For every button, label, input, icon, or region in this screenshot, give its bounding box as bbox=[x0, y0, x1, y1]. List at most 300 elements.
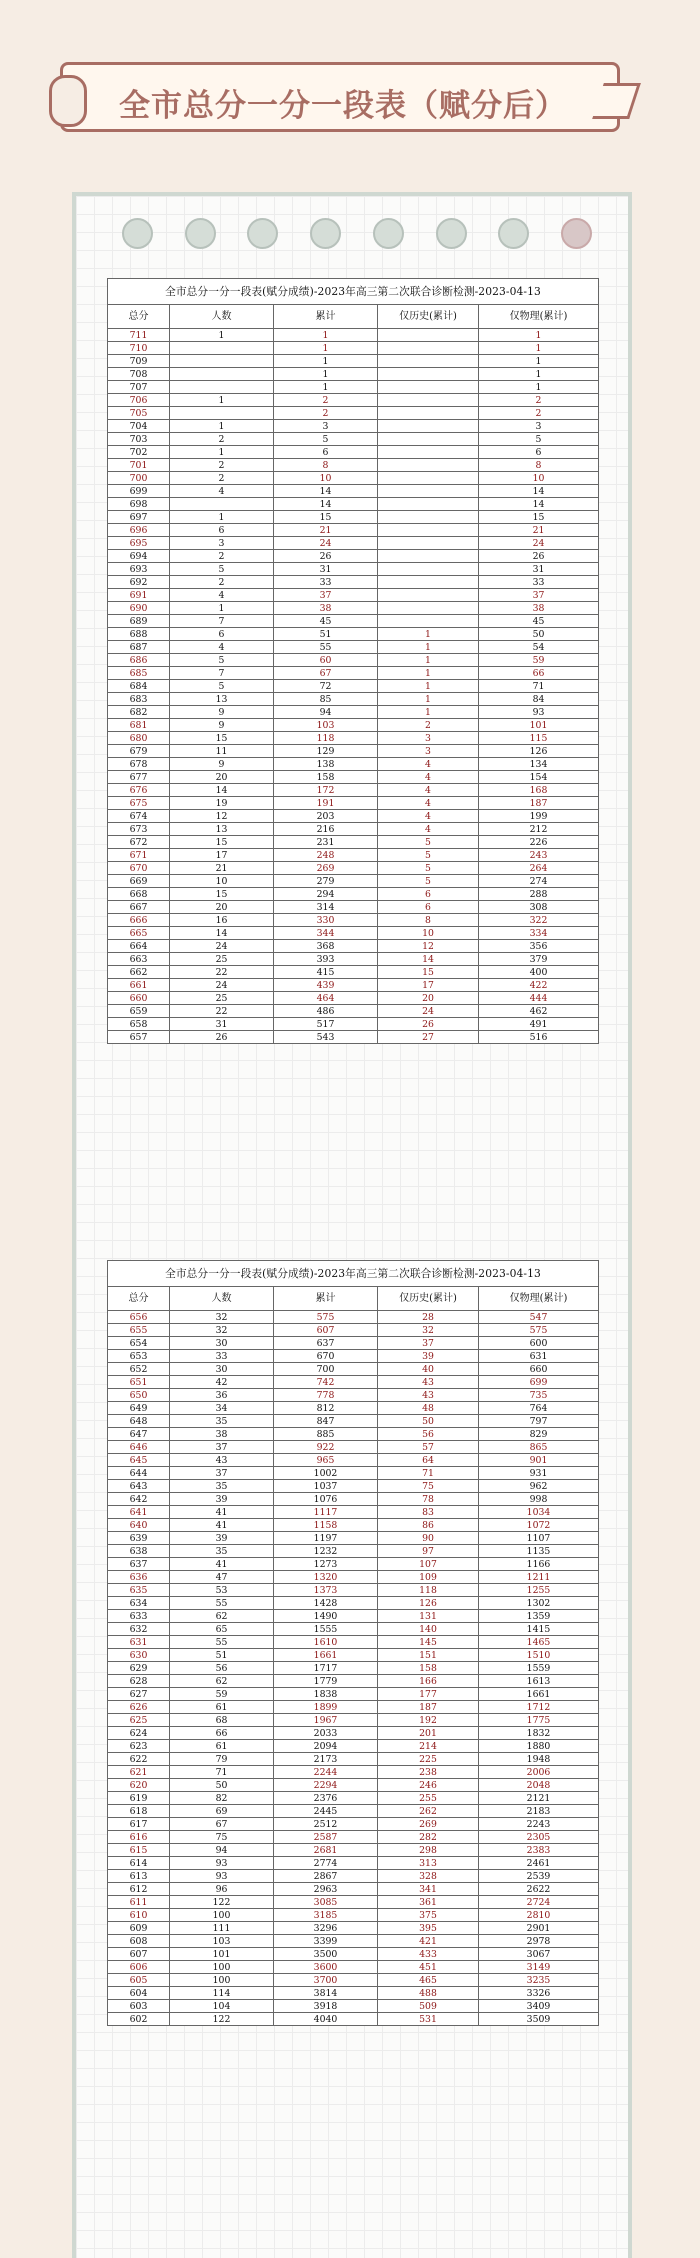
table-cell: 1255 bbox=[479, 1584, 599, 1597]
table-cell: 2094 bbox=[274, 1740, 378, 1753]
table-cell: 4 bbox=[378, 784, 479, 797]
column-header: 仅物理(累计) bbox=[479, 305, 599, 329]
table-cell: 685 bbox=[108, 667, 170, 680]
table-cell: 187 bbox=[479, 797, 599, 810]
table-cell: 294 bbox=[274, 888, 378, 901]
table-row bbox=[108, 875, 599, 888]
table-cell: 1415 bbox=[479, 1623, 599, 1636]
table-cell: 2033 bbox=[274, 1727, 378, 1740]
table-cell: 35 bbox=[170, 1545, 274, 1558]
table-cell: 109 bbox=[378, 1571, 479, 1584]
table-cell: 669 bbox=[108, 875, 170, 888]
table-cell: 605 bbox=[108, 1974, 170, 1987]
table-cell: 4 bbox=[170, 641, 274, 654]
table-row bbox=[108, 927, 599, 940]
score-table bbox=[107, 278, 598, 1044]
table-cell: 742 bbox=[274, 1376, 378, 1389]
page-title-banner bbox=[60, 62, 620, 132]
table-row bbox=[108, 524, 599, 537]
table-cell: 71 bbox=[479, 680, 599, 693]
table-cell: 711 bbox=[108, 329, 170, 342]
table-row bbox=[108, 472, 599, 485]
table-cell: 634 bbox=[108, 1597, 170, 1610]
table-cell: 361 bbox=[378, 1896, 479, 1909]
table-cell: 865 bbox=[479, 1441, 599, 1454]
table-cell: 3 bbox=[479, 420, 599, 433]
table-cell: 5 bbox=[378, 875, 479, 888]
table-cell: 93 bbox=[479, 706, 599, 719]
table-cell: 33 bbox=[274, 576, 378, 589]
table-cell: 3509 bbox=[479, 2013, 599, 2026]
table-cell: 1072 bbox=[479, 1519, 599, 1532]
table-cell bbox=[378, 498, 479, 511]
table-row bbox=[108, 1337, 599, 1350]
table-cell: 59 bbox=[170, 1688, 274, 1701]
table-cell: 2 bbox=[274, 394, 378, 407]
table-cell: 93 bbox=[170, 1870, 274, 1883]
table-cell: 3399 bbox=[274, 1935, 378, 1948]
table-cell: 699 bbox=[479, 1376, 599, 1389]
table-cell: 104 bbox=[170, 2000, 274, 2013]
table-cell: 3296 bbox=[274, 1922, 378, 1935]
table-cell: 8 bbox=[274, 459, 378, 472]
table-cell: 509 bbox=[378, 2000, 479, 2013]
table-row bbox=[108, 732, 599, 745]
table-cell bbox=[378, 602, 479, 615]
table-cell: 14 bbox=[170, 927, 274, 940]
table-cell: 187 bbox=[378, 1701, 479, 1714]
table-cell: 6 bbox=[479, 446, 599, 459]
table-cell: 71 bbox=[378, 1467, 479, 1480]
table-row bbox=[108, 1324, 599, 1337]
column-header: 人数 bbox=[170, 1287, 274, 1311]
table-cell: 676 bbox=[108, 784, 170, 797]
table-row bbox=[108, 654, 599, 667]
table-cell: 6 bbox=[170, 628, 274, 641]
table-row bbox=[108, 1896, 599, 1909]
table-cell: 1 bbox=[378, 706, 479, 719]
table-cell: 37 bbox=[170, 1467, 274, 1480]
table-cell: 103 bbox=[170, 1935, 274, 1948]
table-cell: 59 bbox=[479, 654, 599, 667]
table-cell: 79 bbox=[170, 1753, 274, 1766]
table-cell: 55 bbox=[170, 1597, 274, 1610]
table-cell: 1948 bbox=[479, 1753, 599, 1766]
table-cell: 703 bbox=[108, 433, 170, 446]
table-cell: 28 bbox=[378, 1311, 479, 1324]
table-cell: 82 bbox=[170, 1792, 274, 1805]
table-cell: 54 bbox=[479, 641, 599, 654]
table-cell: 69 bbox=[170, 1805, 274, 1818]
table-cell: 64 bbox=[378, 1454, 479, 1467]
table-cell: 93 bbox=[170, 1857, 274, 1870]
table-cell: 97 bbox=[378, 1545, 479, 1558]
table-row bbox=[108, 433, 599, 446]
table-cell: 94 bbox=[170, 1844, 274, 1857]
table-row bbox=[108, 1649, 599, 1662]
banner-tail-decoration bbox=[592, 83, 641, 119]
table-cell: 154 bbox=[479, 771, 599, 784]
ring-icon bbox=[436, 218, 467, 249]
table-cell: 15 bbox=[274, 511, 378, 524]
table-cell: 24 bbox=[378, 1005, 479, 1018]
table-cell: 2376 bbox=[274, 1792, 378, 1805]
table-cell: 668 bbox=[108, 888, 170, 901]
table-cell: 56 bbox=[378, 1428, 479, 1441]
table-row bbox=[108, 1688, 599, 1701]
table-cell: 625 bbox=[108, 1714, 170, 1727]
table-cell: 14 bbox=[479, 498, 599, 511]
table-cell: 631 bbox=[479, 1350, 599, 1363]
table-row bbox=[108, 368, 599, 381]
table-cell: 34 bbox=[170, 1402, 274, 1415]
table-cell: 622 bbox=[108, 1753, 170, 1766]
table-row bbox=[108, 1558, 599, 1571]
table-cell: 2244 bbox=[274, 1766, 378, 1779]
table-cell: 797 bbox=[479, 1415, 599, 1428]
table-cell: 1 bbox=[170, 394, 274, 407]
table-cell: 660 bbox=[108, 992, 170, 1005]
table-cell: 30 bbox=[170, 1363, 274, 1376]
table-cell: 32 bbox=[170, 1324, 274, 1337]
table-cell: 122 bbox=[170, 1896, 274, 1909]
table-cell: 633 bbox=[108, 1610, 170, 1623]
table-cell: 61 bbox=[170, 1740, 274, 1753]
table-row bbox=[108, 862, 599, 875]
table-cell: 699 bbox=[108, 485, 170, 498]
table-cell: 1 bbox=[274, 355, 378, 368]
table-cell: 2121 bbox=[479, 1792, 599, 1805]
table-cell: 695 bbox=[108, 537, 170, 550]
table-cell: 269 bbox=[274, 862, 378, 875]
table-cell: 191 bbox=[274, 797, 378, 810]
table-cell: 415 bbox=[274, 966, 378, 979]
table-row bbox=[108, 1584, 599, 1597]
table-row bbox=[108, 1441, 599, 1454]
table-cell: 3814 bbox=[274, 1987, 378, 2000]
table-cell: 700 bbox=[108, 472, 170, 485]
table-cell: 248 bbox=[274, 849, 378, 862]
table-cell: 246 bbox=[378, 1779, 479, 1792]
table-cell: 705 bbox=[108, 407, 170, 420]
table-cell: 41 bbox=[170, 1519, 274, 1532]
table-cell: 67 bbox=[274, 667, 378, 680]
column-header: 人数 bbox=[170, 305, 274, 329]
table-cell: 683 bbox=[108, 693, 170, 706]
table-cell: 22 bbox=[170, 1005, 274, 1018]
table-cell: 517 bbox=[274, 1018, 378, 1031]
table-row bbox=[108, 615, 599, 628]
table-cell: 998 bbox=[479, 1493, 599, 1506]
table-cell: 671 bbox=[108, 849, 170, 862]
table-cell: 3326 bbox=[479, 1987, 599, 2000]
table-cell: 4 bbox=[378, 810, 479, 823]
table-row bbox=[108, 810, 599, 823]
table-cell: 341 bbox=[378, 1883, 479, 1896]
table-row bbox=[108, 771, 599, 784]
table-cell: 212 bbox=[479, 823, 599, 836]
table-cell: 199 bbox=[479, 810, 599, 823]
table-cell: 379 bbox=[479, 953, 599, 966]
table-cell: 636 bbox=[108, 1571, 170, 1584]
table-cell: 2048 bbox=[479, 1779, 599, 1792]
table-cell: 12 bbox=[378, 940, 479, 953]
table-cell: 32 bbox=[170, 1311, 274, 1324]
table-cell: 100 bbox=[170, 1961, 274, 1974]
table-cell: 243 bbox=[479, 849, 599, 862]
table-cell: 1 bbox=[479, 355, 599, 368]
table-row bbox=[108, 823, 599, 836]
table-cell: 8 bbox=[479, 459, 599, 472]
table-cell: 67 bbox=[170, 1818, 274, 1831]
table-cell: 670 bbox=[274, 1350, 378, 1363]
table-cell: 1 bbox=[170, 511, 274, 524]
table-row bbox=[108, 537, 599, 550]
table-cell: 2963 bbox=[274, 1883, 378, 1896]
table-cell: 75 bbox=[378, 1480, 479, 1493]
table-row bbox=[108, 1675, 599, 1688]
column-header: 仅历史(累计) bbox=[378, 305, 479, 329]
table-row bbox=[108, 1018, 599, 1031]
table-cell: 114 bbox=[170, 1987, 274, 2000]
table-cell: 32 bbox=[378, 1324, 479, 1337]
table-cell: 710 bbox=[108, 342, 170, 355]
table-row bbox=[108, 485, 599, 498]
table-cell: 1273 bbox=[274, 1558, 378, 1571]
table-cell: 334 bbox=[479, 927, 599, 940]
table-cell: 134 bbox=[479, 758, 599, 771]
table-cell: 168 bbox=[479, 784, 599, 797]
table-cell: 609 bbox=[108, 1922, 170, 1935]
table-cell: 1775 bbox=[479, 1714, 599, 1727]
table-cell: 602 bbox=[108, 2013, 170, 2026]
ring-icon bbox=[498, 218, 529, 249]
table-cell bbox=[170, 355, 274, 368]
score-table-grid bbox=[107, 1260, 599, 2026]
table-cell: 575 bbox=[479, 1324, 599, 1337]
table-cell: 375 bbox=[378, 1909, 479, 1922]
table-row bbox=[108, 1363, 599, 1376]
table-row bbox=[108, 342, 599, 355]
table-cell: 619 bbox=[108, 1792, 170, 1805]
table-row bbox=[108, 628, 599, 641]
table-cell: 612 bbox=[108, 1883, 170, 1896]
table-cell bbox=[378, 537, 479, 550]
table-cell: 1076 bbox=[274, 1493, 378, 1506]
table-cell bbox=[378, 524, 479, 537]
column-header: 仅历史(累计) bbox=[378, 1287, 479, 1311]
table-title: 全市总分一分一段表(赋分成绩)-2023年高三第二次联合诊断检测-2023-04-13 bbox=[108, 1261, 599, 1287]
table-row bbox=[108, 1766, 599, 1779]
table-cell bbox=[378, 589, 479, 602]
table-cell: 2445 bbox=[274, 1805, 378, 1818]
table-row bbox=[108, 1883, 599, 1896]
table-cell: 708 bbox=[108, 368, 170, 381]
table-cell: 84 bbox=[479, 693, 599, 706]
table-cell: 486 bbox=[274, 1005, 378, 1018]
table-cell: 1490 bbox=[274, 1610, 378, 1623]
table-cell: 31 bbox=[170, 1018, 274, 1031]
table-row bbox=[108, 1909, 599, 1922]
table-cell: 3185 bbox=[274, 1909, 378, 1922]
table-cell: 623 bbox=[108, 1740, 170, 1753]
table-row bbox=[108, 1753, 599, 1766]
notebook-rings bbox=[122, 218, 592, 252]
table-cell: 65 bbox=[170, 1623, 274, 1636]
table-cell: 1 bbox=[378, 641, 479, 654]
table-cell: 615 bbox=[108, 1844, 170, 1857]
table-cell bbox=[170, 407, 274, 420]
table-cell: 37 bbox=[170, 1441, 274, 1454]
table-cell: 637 bbox=[108, 1558, 170, 1571]
table-cell: 661 bbox=[108, 979, 170, 992]
table-row bbox=[108, 1493, 599, 1506]
table-cell: 1 bbox=[479, 368, 599, 381]
table-cell: 9 bbox=[170, 706, 274, 719]
table-cell: 288 bbox=[479, 888, 599, 901]
table-row bbox=[108, 394, 599, 407]
table-cell: 665 bbox=[108, 927, 170, 940]
table-cell bbox=[378, 511, 479, 524]
table-cell: 1 bbox=[378, 693, 479, 706]
table-cell: 4 bbox=[378, 797, 479, 810]
table-cell: 9 bbox=[170, 758, 274, 771]
table-cell: 1037 bbox=[274, 1480, 378, 1493]
table-cell: 78 bbox=[378, 1493, 479, 1506]
table-cell: 709 bbox=[108, 355, 170, 368]
table-cell: 2 bbox=[170, 550, 274, 563]
table-row bbox=[108, 446, 599, 459]
table-cell: 151 bbox=[378, 1649, 479, 1662]
table-cell: 43 bbox=[170, 1454, 274, 1467]
table-cell: 2724 bbox=[479, 1896, 599, 1909]
table-row bbox=[108, 381, 599, 394]
table-cell: 639 bbox=[108, 1532, 170, 1545]
table-cell: 51 bbox=[170, 1649, 274, 1662]
table-cell: 1 bbox=[274, 381, 378, 394]
table-cell: 422 bbox=[479, 979, 599, 992]
table-cell bbox=[170, 342, 274, 355]
table-cell: 491 bbox=[479, 1018, 599, 1031]
table-cell: 1158 bbox=[274, 1519, 378, 1532]
table-row bbox=[108, 2013, 599, 2026]
table-cell: 608 bbox=[108, 1935, 170, 1948]
table-cell: 704 bbox=[108, 420, 170, 433]
table-cell bbox=[378, 420, 479, 433]
table-cell: 103 bbox=[274, 719, 378, 732]
table-row bbox=[108, 693, 599, 706]
table-cell: 60 bbox=[274, 654, 378, 667]
table-cell: 216 bbox=[274, 823, 378, 836]
table-cell: 322 bbox=[479, 914, 599, 927]
table-cell: 9 bbox=[170, 719, 274, 732]
table-cell: 631 bbox=[108, 1636, 170, 1649]
table-cell: 672 bbox=[108, 836, 170, 849]
table-cell: 19 bbox=[170, 797, 274, 810]
table-cell: 1 bbox=[170, 446, 274, 459]
table-cell: 66 bbox=[479, 667, 599, 680]
table-cell: 651 bbox=[108, 1376, 170, 1389]
table-cell: 667 bbox=[108, 901, 170, 914]
table-cell: 57 bbox=[378, 1441, 479, 1454]
table-cell: 100 bbox=[170, 1909, 274, 1922]
table-row bbox=[108, 1506, 599, 1519]
table-cell bbox=[378, 394, 479, 407]
table-cell: 1107 bbox=[479, 1532, 599, 1545]
table-row bbox=[108, 1857, 599, 1870]
table-cell: 614 bbox=[108, 1857, 170, 1870]
table-cell: 48 bbox=[378, 1402, 479, 1415]
table-cell: 2978 bbox=[479, 1935, 599, 1948]
table-cell: 649 bbox=[108, 1402, 170, 1415]
table-cell bbox=[378, 329, 479, 342]
table-row bbox=[108, 1805, 599, 1818]
table-row bbox=[108, 1350, 599, 1363]
table-cell: 10 bbox=[378, 927, 479, 940]
table-cell: 617 bbox=[108, 1818, 170, 1831]
table-cell: 618 bbox=[108, 1805, 170, 1818]
table-cell bbox=[378, 433, 479, 446]
table-cell: 1428 bbox=[274, 1597, 378, 1610]
table-cell: 3409 bbox=[479, 2000, 599, 2013]
table-cell: 931 bbox=[479, 1467, 599, 1480]
table-cell: 1899 bbox=[274, 1701, 378, 1714]
table-cell: 626 bbox=[108, 1701, 170, 1714]
table-row bbox=[108, 719, 599, 732]
table-row bbox=[108, 1961, 599, 1974]
table-row bbox=[108, 550, 599, 563]
table-cell: 464 bbox=[274, 992, 378, 1005]
table-cell bbox=[378, 355, 479, 368]
table-row bbox=[108, 1831, 599, 1844]
table-cell: 66 bbox=[170, 1727, 274, 1740]
table-cell: 606 bbox=[108, 1961, 170, 1974]
table-cell: 688 bbox=[108, 628, 170, 641]
table-row bbox=[108, 1818, 599, 1831]
table-row bbox=[108, 784, 599, 797]
table-cell: 282 bbox=[378, 1831, 479, 1844]
table-cell: 42 bbox=[170, 1376, 274, 1389]
table-cell: 56 bbox=[170, 1662, 274, 1675]
table-cell: 2383 bbox=[479, 1844, 599, 1857]
table-cell: 653 bbox=[108, 1350, 170, 1363]
table-cell: 2461 bbox=[479, 1857, 599, 1870]
table-cell: 660 bbox=[479, 1363, 599, 1376]
table-cell: 1302 bbox=[479, 1597, 599, 1610]
table-cell: 1779 bbox=[274, 1675, 378, 1688]
table-cell: 15 bbox=[378, 966, 479, 979]
table-row bbox=[108, 576, 599, 589]
table-row bbox=[108, 680, 599, 693]
table-cell: 637 bbox=[274, 1337, 378, 1350]
table-cell: 648 bbox=[108, 1415, 170, 1428]
table-cell: 5 bbox=[170, 654, 274, 667]
table-cell: 1832 bbox=[479, 1727, 599, 1740]
table-row bbox=[108, 901, 599, 914]
table-cell: 2867 bbox=[274, 1870, 378, 1883]
ring-icon bbox=[247, 218, 278, 249]
table-cell: 262 bbox=[378, 1805, 479, 1818]
table-cell: 664 bbox=[108, 940, 170, 953]
table-cell: 2901 bbox=[479, 1922, 599, 1935]
table-cell: 628 bbox=[108, 1675, 170, 1688]
table-row bbox=[108, 888, 599, 901]
table-cell: 692 bbox=[108, 576, 170, 589]
table-cell: 5 bbox=[274, 433, 378, 446]
table-cell: 192 bbox=[378, 1714, 479, 1727]
table-cell: 68 bbox=[170, 1714, 274, 1727]
table-cell: 666 bbox=[108, 914, 170, 927]
